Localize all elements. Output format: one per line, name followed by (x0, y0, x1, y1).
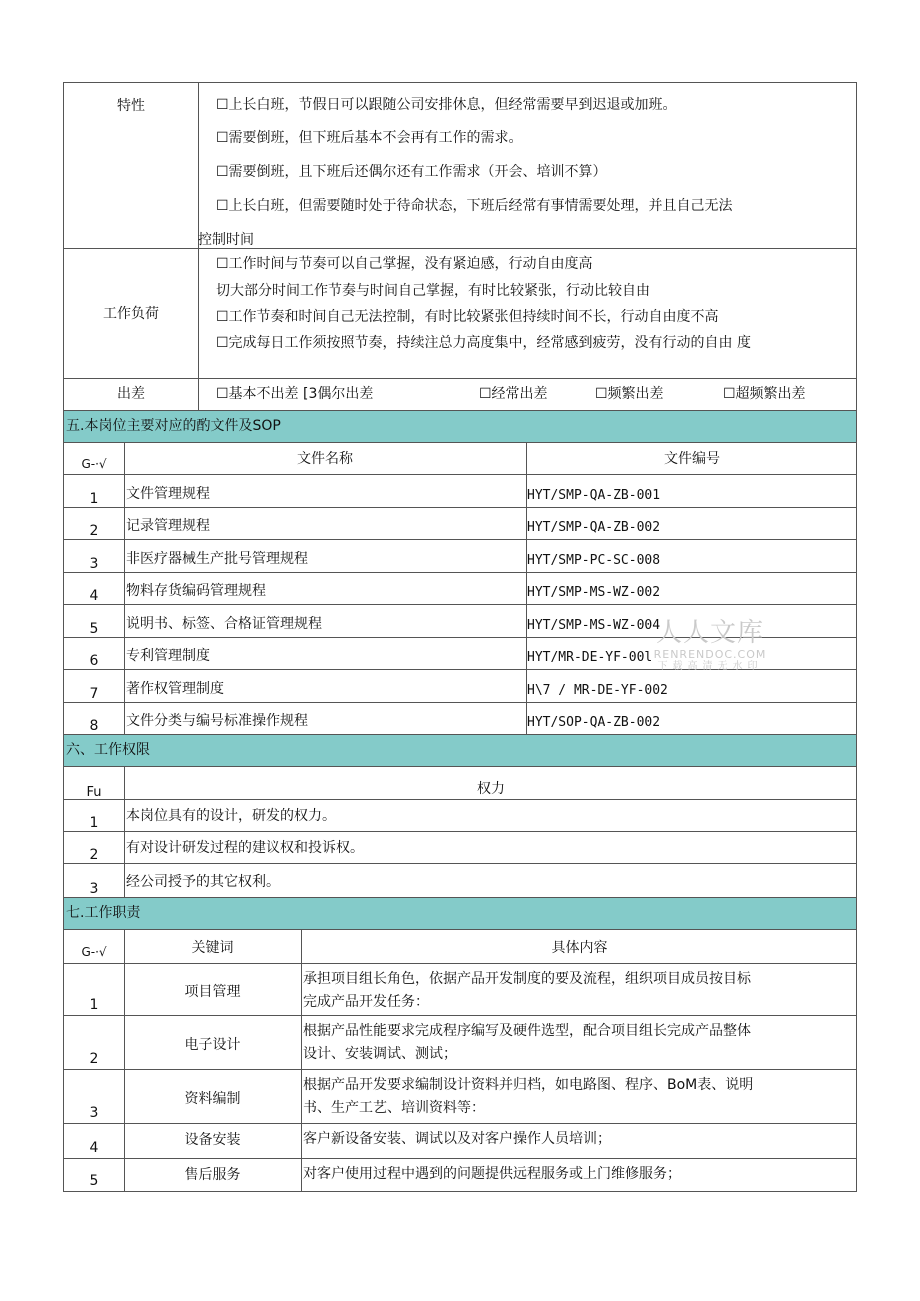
workload-option-2: 切大部分时间工作节奏与时间自己掌握，有时比较紧张，行动比较自由 (216, 283, 650, 299)
right-row-text: 经公司授予的其它权利。 (126, 874, 280, 890)
watermark-site: RENRENDOC.COM (653, 648, 767, 661)
right-table-row (63, 800, 857, 832)
right-table-row (63, 864, 857, 898)
doc-row-name: 著作权管理制度 (126, 681, 224, 697)
section-7-header (63, 930, 857, 964)
doc-table-row (63, 703, 857, 735)
workload-option-3: ☐工作节奏和时间自己无法控制，有时比较紧张但持续时间不长，行动自由度不高 (216, 309, 719, 325)
duty-col-no: G-·√ (81, 945, 107, 959)
doc-row-code: HYT/SMP-MS-WZ-002 (527, 585, 661, 600)
section-6-title: 六、工作权限 (63, 735, 857, 767)
doc-row-code: HYT/SMP-MS-WZ-004 (527, 618, 661, 633)
characteristics-option-1: ☐上长白班，节假日可以跟随公司安排休息，但经常需要早到迟退或加班。 (216, 97, 677, 113)
duty-row-no: 3 (89, 1105, 99, 1121)
characteristics-option-4-wrap: 控制时间 (198, 232, 254, 248)
characteristics-option-2: ☐需要倒班，但下班后基本不会再有工作的需求。 (216, 130, 523, 146)
right-table-row (63, 832, 857, 864)
doc-row-code: H\7 / MR-DE-YF-002 (527, 683, 668, 698)
characteristics-option-3: ☐需要倒班，且下班后还偶尔还有工作需求（开会、培训不算） (216, 164, 607, 180)
doc-row-code: HYT/SMP-PC-SC-008 (527, 553, 661, 568)
right-row-no: 3 (89, 881, 99, 897)
workload-option-4: ☐完成每日工作须按照节奏，持续注总力高度集中，经常感到疲劳，没有行动的自由 度 (216, 335, 751, 351)
duty-row-content-line2: 完成产品开发任务： (303, 994, 429, 1010)
doc-row-name: 记录管理规程 (126, 518, 210, 534)
duty-col-content: 具体内容 (551, 940, 608, 956)
watermark (645, 618, 775, 673)
doc-row-name: 文件管理规程 (126, 486, 210, 502)
doc-row-no: 1 (89, 491, 99, 507)
doc-col-no: G-·√ (81, 457, 107, 471)
section-7-title: 七.工作职责 (63, 898, 857, 930)
duty-row-key: 项目管理 (184, 984, 241, 1000)
workload-option-1: ☐工作时间与节奏可以自己掌握，没有紧迫感，行动自由度高 (216, 256, 593, 272)
travel-option-very-frequent: ☐超频繁出差 (723, 386, 806, 402)
duty-row-content-line2: 设计、安装调试、测试； (303, 1046, 457, 1062)
characteristics-block (63, 82, 857, 249)
doc-col-code: 文件编号 (664, 451, 720, 467)
doc-row-no: 7 (89, 686, 99, 702)
doc-row-code: HYT/SOP-QA-ZB-002 (527, 715, 661, 730)
doc-row-no: 8 (89, 718, 99, 734)
doc-row-no: 3 (89, 556, 99, 572)
doc-row-no: 5 (89, 621, 99, 637)
workload-block (63, 249, 857, 379)
duty-row-content-line1: 客户新设备安装、调试以及对客户操作人员培训； (303, 1131, 611, 1147)
duty-row-key: 资料编制 (184, 1091, 241, 1107)
duty-row-no: 2 (89, 1051, 99, 1067)
characteristics-label: 特性 (117, 98, 145, 114)
doc-row-name: 专利管理制度 (126, 648, 210, 664)
duty-table-row (63, 1016, 857, 1070)
duty-row-content-line1: 对客户使用过程中遇到的问题提供远程服务或上门维修服务； (303, 1166, 681, 1182)
doc-row-name: 物料存货编码管理规程 (126, 583, 266, 599)
doc-col-name: 文件名称 (297, 451, 353, 467)
section-5-header (63, 443, 857, 475)
duty-row-content-line1: 承担项目组长角色，依据产品开发制度的要及流程，组织项目成员按目标 (303, 971, 751, 987)
duty-row-content-line2: 书、生产工艺、培训资料等： (303, 1100, 485, 1116)
duty-row-content-line1: 根据产品开发要求编制设计资料并归档，如电路图、程序、BoM表、说明 (303, 1077, 754, 1093)
duty-table-row (63, 1124, 857, 1159)
duty-row-key: 售后服务 (184, 1167, 241, 1183)
right-col-right: 权力 (477, 781, 505, 797)
doc-row-name: 非医疗器械生产批号管理规程 (126, 551, 308, 567)
duty-row-key: 电子设计 (184, 1037, 241, 1053)
duty-table-row (63, 964, 857, 1016)
doc-table-row (63, 573, 857, 605)
doc-row-name: 说明书、标签、合格证管理规程 (126, 616, 322, 632)
right-col-no: Fu (86, 785, 102, 800)
doc-table-row (63, 475, 857, 508)
doc-row-no: 2 (89, 523, 99, 539)
doc-row-name: 文件分类与编号标准操作规程 (126, 713, 308, 729)
doc-row-no: 6 (89, 653, 99, 669)
watermark-brand: 人人文库 (655, 618, 764, 648)
doc-row-code: HYT/SMP-QA-ZB-002 (527, 520, 661, 535)
doc-row-code: HYT/SMP-QA-ZB-001 (527, 488, 661, 503)
right-row-no: 2 (89, 847, 99, 863)
duty-col-key: 关键词 (191, 940, 234, 956)
watermark-tagline: 下载高清无水印 (657, 661, 763, 672)
travel-option-frequent: ☐频繁出差 (595, 386, 664, 402)
section-6-header (63, 767, 857, 800)
travel-label: 出差 (117, 386, 145, 402)
duty-row-no: 1 (89, 997, 99, 1013)
doc-table-row (63, 508, 857, 540)
right-row-text: 有对设计研发过程的建议权和投诉权。 (126, 840, 364, 856)
travel-block (63, 379, 857, 411)
duty-table-row (63, 1070, 857, 1124)
duty-row-content-line1: 根据产品性能要求完成程序编写及硬件选型，配合项目组长完成产品整体 (303, 1023, 751, 1039)
duty-row-no: 5 (89, 1173, 99, 1189)
section-5-title: 五.本岗位主要对应的酌文件及SOP (63, 411, 857, 443)
doc-table-row (63, 540, 857, 573)
doc-row-no: 4 (89, 588, 99, 604)
workload-label: 工作负荷 (103, 306, 159, 322)
duty-row-no: 4 (89, 1140, 99, 1156)
travel-option-often: ☐经常出差 (479, 386, 548, 402)
doc-row-code: HYT/MR-DE-YF-00l (527, 650, 653, 665)
duty-row-key: 设备安装 (184, 1132, 241, 1148)
travel-option-rare: ☐基本不出差 [3偶尔出差 (216, 386, 374, 402)
right-row-text: 本岗位具有的设计，研发的权力。 (126, 808, 336, 824)
characteristics-option-4: ☐上长白班，但需要随时处于待命状态，下班后经常有事情需要处理，并且自己无法 (216, 198, 733, 214)
duty-table-row (63, 1159, 857, 1192)
right-row-no: 1 (89, 815, 99, 831)
doc-table-row (63, 670, 857, 703)
